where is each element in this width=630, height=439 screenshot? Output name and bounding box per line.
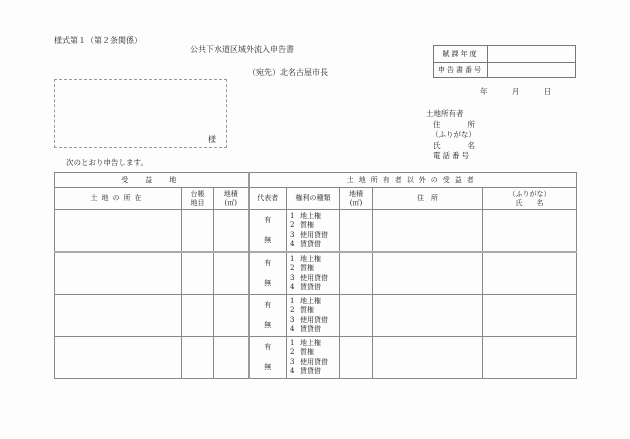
col-ledger-category: 台帳 地目 xyxy=(182,188,214,210)
right-option[interactable]: 3 使用貸借 xyxy=(290,273,328,282)
area2-cell[interactable] xyxy=(340,295,373,337)
name-cell[interactable] xyxy=(483,252,577,295)
option-yes[interactable]: 有 xyxy=(264,342,272,351)
right-option[interactable]: 2 質権 xyxy=(290,306,314,314)
declaration-number-field[interactable] xyxy=(488,63,575,78)
representative-cell[interactable] xyxy=(249,337,287,379)
option-yes[interactable]: 有 xyxy=(264,215,272,224)
date-month[interactable]: 月 xyxy=(511,87,520,96)
col-area: 地積 (㎡) xyxy=(214,188,249,210)
right-type-cell xyxy=(287,210,340,253)
area-cell[interactable] xyxy=(214,252,249,295)
address-cell[interactable] xyxy=(373,252,483,295)
location-cell[interactable] xyxy=(55,337,182,379)
area2-cell[interactable] xyxy=(340,337,373,379)
landowner-block xyxy=(426,109,475,162)
area-cell[interactable] xyxy=(214,295,249,337)
option-yes[interactable]: 有 xyxy=(264,300,272,309)
col-address: 住 所 xyxy=(373,188,483,210)
representative-cell[interactable] xyxy=(249,210,287,253)
location-cell[interactable] xyxy=(55,210,182,253)
honorific-suffix: 様 xyxy=(208,135,216,144)
declaration-number-label: 申告書番号 xyxy=(434,63,488,78)
name-cell[interactable] xyxy=(483,210,577,253)
right-option[interactable]: 1 地上権 xyxy=(290,254,321,263)
ledger-category-cell[interactable] xyxy=(182,295,214,337)
declaration-text: 次のとおり申告します。 xyxy=(66,158,148,167)
right-option[interactable]: 3 使用貸借 xyxy=(290,230,328,239)
tax-year-row xyxy=(434,46,575,62)
office-use-box xyxy=(433,45,576,78)
owner-address-label: 住 所 xyxy=(433,119,475,129)
section-header-row xyxy=(55,173,577,188)
right-option[interactable]: 2 質権 xyxy=(290,348,314,356)
form-number: 様式第１（第２条関係） xyxy=(54,36,142,45)
date-year[interactable]: 年 xyxy=(480,87,488,96)
ledger-category-cell[interactable] xyxy=(182,210,214,253)
recipient-address-box[interactable] xyxy=(54,79,227,148)
right-option[interactable]: 2 質権 xyxy=(290,221,314,229)
right-option[interactable]: 1 地上権 xyxy=(290,296,321,305)
landowner-heading: 土地所有者 xyxy=(426,109,464,118)
right-type-cell xyxy=(287,252,340,295)
address-cell[interactable] xyxy=(373,337,483,379)
table-row xyxy=(55,210,577,253)
ledger-category-cell[interactable] xyxy=(182,252,214,295)
option-no[interactable]: 無 xyxy=(264,279,272,288)
table-row xyxy=(55,252,577,295)
right-type-cell xyxy=(287,295,340,337)
benefited-land-header: 受 益 地 xyxy=(55,173,249,188)
tax-year-label: 賦課年度 xyxy=(434,46,488,62)
table-row xyxy=(55,337,577,379)
address-cell[interactable] xyxy=(373,210,483,253)
right-option[interactable]: 2 質権 xyxy=(290,264,314,272)
owner-furigana-label: （ふりがな） xyxy=(431,130,476,139)
col-right-type: 権利の種類 xyxy=(287,188,340,210)
document-title: 公共下水道区域外流入申告書 xyxy=(190,45,294,54)
table-row xyxy=(55,295,577,337)
right-option[interactable]: 4 賃貸借 xyxy=(290,367,321,375)
name-cell[interactable] xyxy=(483,295,577,337)
option-yes[interactable]: 有 xyxy=(264,258,272,267)
owner-phone-label: 電話番号 xyxy=(433,151,471,160)
col-area2: 地積 (㎡) xyxy=(340,188,373,210)
address-cell[interactable] xyxy=(373,295,483,337)
area2-cell[interactable] xyxy=(340,252,373,295)
right-option[interactable]: 3 使用貸借 xyxy=(290,315,328,324)
right-option[interactable]: 4 賃貸借 xyxy=(290,283,321,291)
declaration-number-row xyxy=(434,62,575,78)
option-no[interactable]: 無 xyxy=(264,363,272,372)
name-cell[interactable] xyxy=(483,337,577,379)
right-option[interactable]: 3 使用貸借 xyxy=(290,357,328,366)
location-cell[interactable] xyxy=(55,295,182,337)
representative-cell[interactable] xyxy=(249,295,287,337)
right-option[interactable]: 1 地上権 xyxy=(290,211,321,220)
area-cell[interactable] xyxy=(214,210,249,253)
right-type-cell xyxy=(287,337,340,379)
area-cell[interactable] xyxy=(214,337,249,379)
date-line xyxy=(480,86,551,97)
col-representative: 代表者 xyxy=(249,188,287,210)
right-option[interactable]: 4 賃貸借 xyxy=(290,325,321,333)
option-no[interactable]: 無 xyxy=(264,236,272,245)
tax-year-field[interactable] xyxy=(488,46,575,62)
beneficiary-table xyxy=(54,172,577,379)
addressee: （宛先）北名古屋市長 xyxy=(248,68,328,77)
right-option[interactable]: 4 賃貸借 xyxy=(290,240,321,248)
col-name: （ふりがな） 氏 名 xyxy=(483,188,577,210)
ledger-category-cell[interactable] xyxy=(182,337,214,379)
area2-cell[interactable] xyxy=(340,210,373,253)
column-header-row xyxy=(55,188,577,210)
representative-cell[interactable] xyxy=(249,252,287,295)
right-option[interactable]: 1 地上権 xyxy=(290,338,321,347)
date-day[interactable]: 日 xyxy=(543,87,552,96)
owner-name-label: 氏 名 xyxy=(433,140,475,150)
col-location: 土地の所在 xyxy=(55,188,182,210)
option-no[interactable]: 無 xyxy=(264,321,272,330)
location-cell[interactable] xyxy=(55,252,182,295)
other-beneficiary-header: 土地所有者以外の受益者 xyxy=(249,173,577,188)
